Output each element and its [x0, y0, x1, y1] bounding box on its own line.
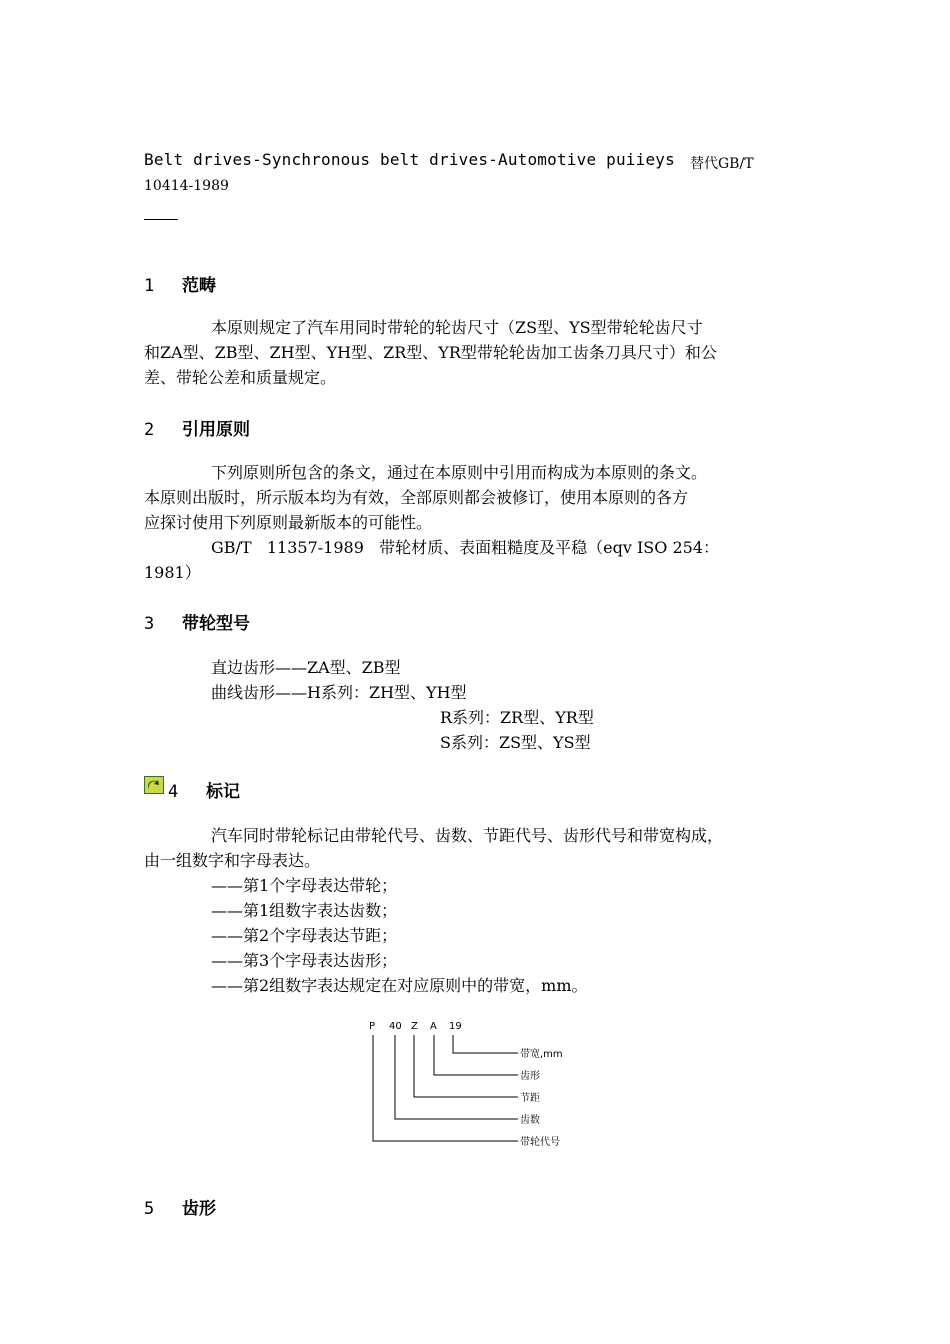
section-title: 带轮型号	[182, 614, 250, 634]
section-3-heading	[144, 609, 250, 634]
marking-item: ——第3个字母表达齿形；	[211, 951, 398, 970]
label-teeth: 齿数	[520, 1115, 540, 1126]
code-pulley: P	[369, 1021, 376, 1032]
replaces-standard: 替代GB/T	[690, 156, 754, 172]
leader-line-profile	[434, 1035, 518, 1075]
replaced-standard-number: 10414-1989	[144, 178, 229, 194]
label-profile: 齿形	[520, 1071, 540, 1082]
paragraph-line: 差、带轮公差和质量规定。	[144, 368, 337, 387]
section-5-heading	[144, 1194, 216, 1219]
pulley-type-curved-h: 曲线齿形——H系列：ZH型、YH型	[211, 683, 467, 702]
code-profile: A	[430, 1021, 437, 1032]
leader-line-pitch	[414, 1035, 518, 1097]
section-number: 4	[168, 782, 179, 802]
label-width: 带宽,mm	[520, 1049, 563, 1060]
label-pitch: 节距	[520, 1093, 540, 1104]
section-title: 引用原则	[182, 420, 250, 440]
section-4-paragraph	[144, 823, 824, 873]
paragraph-line: 和ZA型、ZB型、ZH型、YH型、ZR型、YR型带轮轮齿加工齿条刀具尺寸）和公	[144, 343, 717, 362]
code-pitch: Z	[411, 1021, 418, 1032]
label-pulley: 带轮代号	[520, 1137, 560, 1148]
section-title: 标记	[206, 782, 240, 802]
section-title: 齿形	[182, 1199, 216, 1219]
marking-item: ——第2组数字表达规定在对应原则中的带宽，mm。	[211, 976, 588, 995]
section-1-paragraph	[144, 315, 824, 390]
reference-standard-year: 1981）	[144, 563, 201, 582]
section-4-heading	[168, 777, 240, 802]
section-2-paragraph	[144, 460, 824, 585]
section-2-heading	[144, 415, 250, 440]
paragraph-line: 汽车同时带轮标记由带轮代号、齿数、节距代号、齿形代号和带宽构成，	[211, 826, 724, 845]
code-teeth: 40	[389, 1021, 402, 1032]
section-number: 2	[144, 420, 155, 440]
reference-standard: GB/T 11357-1989 带轮材质、表面粗糙度及平稳（eqv ISO 254：	[211, 538, 720, 557]
section-number: 5	[144, 1199, 155, 1219]
pulley-type-curved-s: S系列：ZS型、YS型	[440, 733, 591, 752]
pulley-type-straight: 直边齿形——ZA型、ZB型	[211, 658, 401, 677]
marking-item: ——第1组数字表达齿数；	[211, 901, 398, 920]
paragraph-line: 应探讨使用下列原则最新版本的可能性。	[144, 513, 433, 532]
paragraph-line: 下列原则所包含的条文，通过在本原则中引用而构成为本原则的条文。	[211, 463, 708, 482]
leader-line-width	[453, 1035, 518, 1053]
marking-item: ——第2个字母表达节距；	[211, 926, 398, 945]
paragraph-line: 本原则出版时，所示版本均为有效，全部原则都会被修订，使用本原则的各方	[144, 488, 689, 507]
section-title: 范畴	[182, 276, 216, 296]
section-1-heading	[144, 271, 216, 296]
marking-diagram	[366, 1017, 596, 1152]
section-number: 3	[144, 614, 155, 634]
header-divider	[144, 219, 178, 220]
document-title-english: Belt drives-Synchronous belt drives-Automotive puiieys	[144, 150, 675, 169]
leader-line-teeth	[395, 1035, 518, 1119]
pulley-type-curved-r: R系列：ZR型、YR型	[440, 708, 594, 727]
code-width: 19	[449, 1021, 462, 1032]
marking-item: ——第1个字母表达带轮；	[211, 876, 398, 895]
paragraph-line: 本原则规定了汽车用同时带轮的轮齿尺寸（ZS型、YS型带轮轮齿尺寸	[211, 318, 703, 337]
section-number: 1	[144, 276, 155, 296]
speaker-note-icon[interactable]	[144, 776, 164, 794]
paragraph-line: 由一组数字和字母表达。	[144, 851, 321, 870]
